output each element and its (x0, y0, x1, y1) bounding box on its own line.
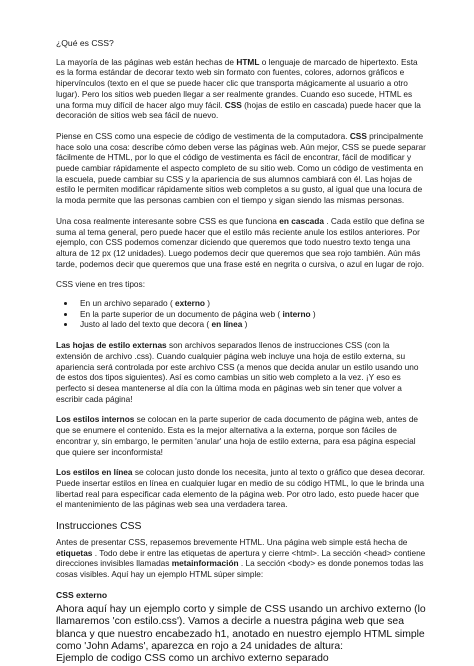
example-code-label: Ejemplo de codigo CSS como un archivo externo separado (56, 653, 329, 665)
internal-paragraph: Los estilos internos se colocan en la parte superior de cada documento de página web, antes de que se enumere el contenido. Esta es la mejor alternativa a la externa, porque son fáciles de encontrar y, sin embargo, le permiten 'anular' una hoja de estilo externa, para esa página especial que quiere ser inconformista! (56, 414, 419, 457)
list-item: • Justo al lado del texto que decora ( en línea ) (76, 319, 426, 330)
instructions-paragraph: Antes de presentar CSS, repasemos brevemente HTML. Una página web simple está hecha de etiquetas . Todo debe ir entre las etiquetas de apertura y cierre <html>. La sección <head> contiene direcciones invisibles llamadas metainformación . La sección <body> es donde ponemos todas las cosas visibles. Aquí hay un ejemplo HTML súper simple: (56, 537, 426, 580)
intro-paragraph: La mayoría de las páginas web están hechas de HTML o lenguaje de marcado de hipertexto. Esta es la forma estándar de decorar texto web sin formato con fuentes, colores, adornos gráficos e hipervínculos (texto en el que se puede hacer clic que transporta mágicamente al usuario a otro lugar). Pero los sitios web pueden llegar a ser realmente grandes. Cuando eso sucede, HTML es una forma muy difícil de hacer algo muy fácil. CSS (hojas de estilo en cascada) puede hacer que la decoración de sitios web sea fácil de nuevo. (56, 56, 421, 121)
external-paragraph: Las hojas de estilo externas son archivos separados llenos de instrucciones CSS (con la extensión de archivo .css). Cuando cualquier página web incluye una hoja de estilo externa, su apariencia será controlada por este archivo CSS (a menos que decida anular un estilo usando uno de estos dos tipos siguientes). Así es como cambias un sitio web completo a la vez. ¡Y eso es perfecto si desea mantenerse al día con la última moda en páginas web sin tener que volver a escribir cada página! (56, 340, 419, 404)
page-title: ¿Qué es CSS? (56, 38, 114, 48)
css-external-heading: CSS externo (56, 589, 108, 600)
list-item: • En un archivo separado ( externo ) (76, 298, 426, 309)
example-paragraph: Ahora aquí hay un ejemplo corto y simple de CSS usando un archivo externo (lo llamaremos 'con estilo.css'). Vamos a decirle a nuestra página web que sea blanca y que nuestro encabezado h1, anotado en nuestro ejemplo HTML simple como 'John Adams', aparezca en rojo a 24 unidades de altura: (56, 603, 426, 653)
list-item: • En la parte superior de un documento de página web ( interno ) (76, 309, 426, 320)
types-intro: CSS viene en tres tipos: (56, 279, 146, 290)
cascade-paragraph: Una cosa realmente interesante sobre CSS es que funciona en cascada . Cada estilo que defina se suma al tema general, pero puede hacer que el estilo más reciente anule los estilos anteriores. Por ejemplo, con CSS podemos comenzar diciendo que queremos que todo nuestro texto tenga una altura de 12 px (12 unidades). Luego podemos decir que queremos que sea rojo también. Aún más tarde, podemos decir que queremos que una frase esté en negrita o cursiva, o azul en lugar de rojo. (56, 215, 425, 269)
css-types-list (56, 298, 426, 330)
instructions-heading: Instrucciones CSS (56, 521, 142, 533)
analogy-paragraph: Piense en CSS como una especie de código de vestimenta de la computadora. CSS principalmente hace solo una cosa: describe cómo deben verse las páginas web. Aún mejor, CSS se puede separar fácilmente de HTML, por lo que el código de vestimenta es fácil de encontrar, fácil de modificar y puede cambiar rápidamente el aspecto completo de su sitio web. Como un código de vestimenta en la escuela, puede cambiar su CSS y la apariencia de sus alumnos cambiará con él. Las hojas de estilo le permiten modificar rápidamente sitios web completos a su gusto, al igual que una locura de la moda permite que las personas cambien con el tiempo y sigan siendo las mismas personas. (56, 130, 426, 206)
inline-paragraph: Los estilos en línea se colocan justo donde los necesita, junto al texto o gráfico que desea decorar. Puede insertar estilos en línea en cualquier lugar en medio de su código HTML, lo que le brinda una libertad real para especificar cada elemento de la página web. Por otro lado, esto puede hacer que el mantenimiento de las páginas web sea una verdadera tarea. (56, 467, 425, 510)
